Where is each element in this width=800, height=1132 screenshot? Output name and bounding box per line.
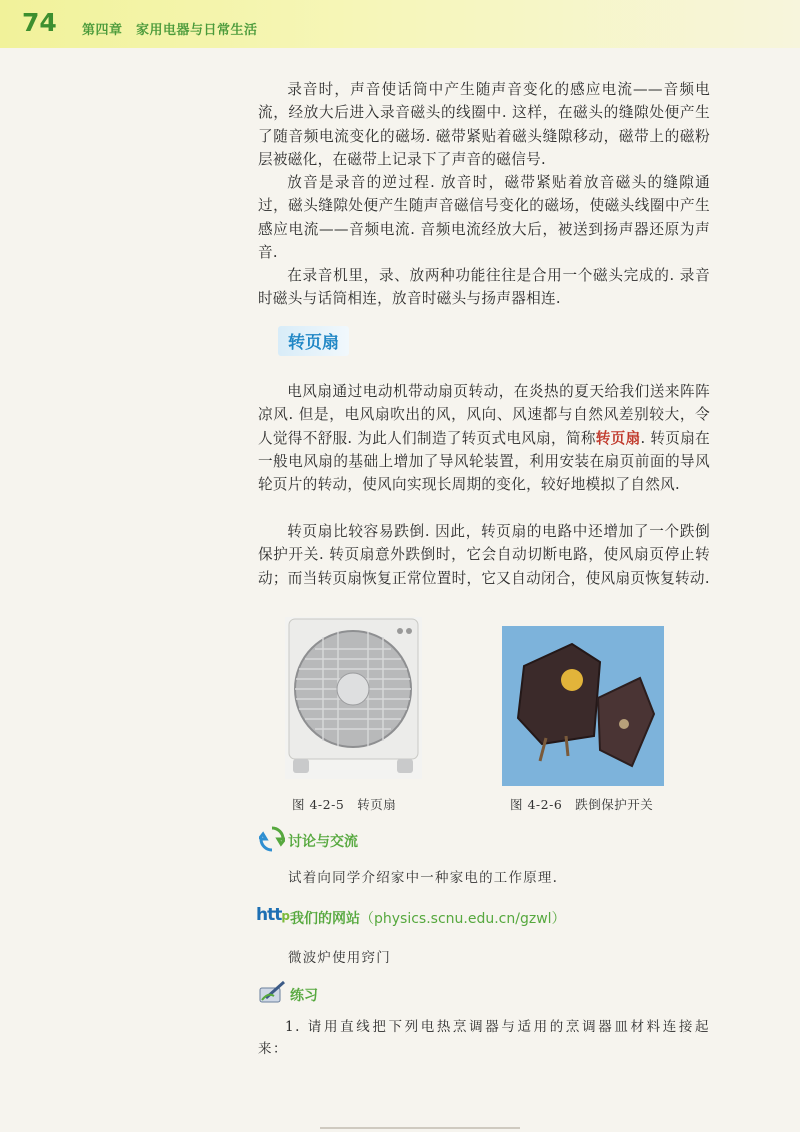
turning-fan-image [285,617,422,779]
website-text: 微波炉使用窍门 [288,950,391,966]
exercise-icon [258,980,286,1008]
discussion-icon [259,826,285,856]
discussion-heading: 讨论与交流 [288,834,358,850]
website-logo-text: htt [256,905,282,925]
chapter-title: 第四章 家用电器与日常生活 [82,23,258,38]
paragraph-playback: 放音是录音的逆过程. 放音时，磁带紧贴着放音磁头的缝隙通过，磁头缝隙处便产生随声音磁信号变化的磁场，使磁头线圈中产生感应电流——音频电流. 音频电流经放大后，被送到扬声器还原为声音. [258,174,710,261]
key-term: 转页扇 [595,429,641,447]
website-heading-row [290,908,566,928]
website-logo-suffix: p [281,909,289,923]
website-heading: 我们的网站 [290,911,360,927]
section-title: 转页扇 [278,326,349,356]
page-number: 74 [22,8,57,37]
fan-intro-text: 电风扇通过电动机带动扇页转动，在炎热的夏天给我们送来阵阵凉风. 但是，电风扇吹出的风，风向、风速都与自然风差别较大，令人觉得不舒服. 为此人们制造了转页式电风扇，简称 [258,383,710,447]
page-header [0,0,800,48]
paragraph-fan-intro [258,380,710,496]
website-logo [256,905,289,925]
exercise-heading: 练习 [290,988,318,1004]
website-url[interactable]: （physics.scnu.edu.cn/gzwl） [360,911,566,927]
fall-protection-switch-image [502,626,664,786]
fan-intro-text-rest: . 转页扇在一般电风扇的基础上增加了导风轮装置，利用安装在扇页前面的导风轮页片的转动，使风向实现长周期的变化，较好地模拟了自然风. [258,429,710,494]
discussion-text: 试着向同学介绍家中一种家电的工作原理. [288,870,559,886]
paragraph-fall-switch: 转页扇比较容易跌倒. 因此，转页扇的电路中还增加了一个跌倒保护开关. 转页扇意外跌倒时，它会自动切断电路，使风扇页停止转动；而当转页扇恢复正常位置时，它又自动闭合，使风扇页恢复转动. [258,523,710,587]
figure-caption-switch: 图 4-2-6 跌倒保护开关 [510,797,654,812]
page-bottom-rule [320,1127,520,1129]
paragraph-recording: 录音时，声音使话筒中产生随声音变化的感应电流——音频电流，经放大后进入录音磁头的线圈中. 这样，在磁头的缝隙处便产生了随音频电流变化的磁场. 磁带紧贴着磁头缝隙移动，磁带上的磁粉层被磁化，在磁带上记录下了声音的磁信号. [258,81,710,168]
exercise-question: 1. 请用直线把下列电热烹调器与适用的烹调器皿材料连接起来： [258,1019,710,1057]
figure-caption-fan: 图 4-2-5 转页扇 [292,797,397,812]
paragraph-shared-head: 在录音机里，录、放两种功能往往是合用一个磁头完成的. 录音时磁头与话筒相连，放音时磁头与扬声器相连. [258,267,710,308]
